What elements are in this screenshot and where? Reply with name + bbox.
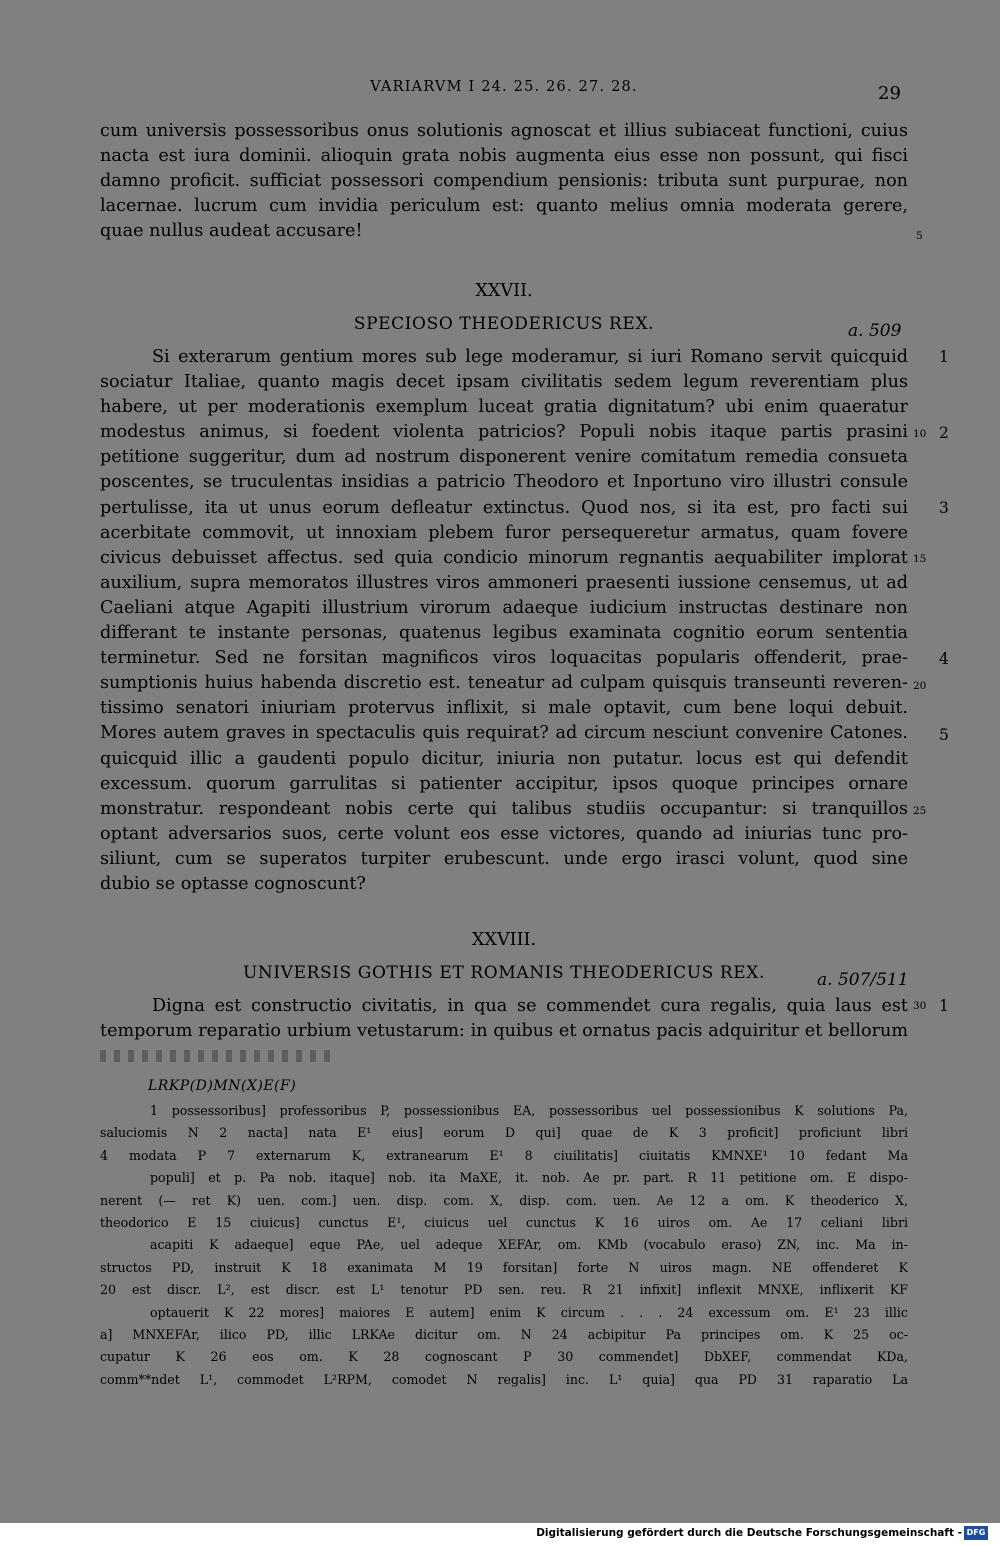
text-line: poscentes, se truculentas insidias a patricio Theodoro et Inportuno viro illustri consule xyxy=(100,472,908,493)
text-line: quae nullus audeat accusare! xyxy=(100,221,363,242)
critical-apparatus xyxy=(100,1100,908,1391)
apparatus-line: saluciomis N 2 nacta] nata E¹ eius] eorum D qui] quae de K 3 proficit] proficiunt libri xyxy=(100,1125,908,1141)
text-line: civicus debuisset affectus. sed quia condicio minorum regnantis aequabiliter implorat xyxy=(100,547,908,568)
apparatus-line: optauerit K 22 mores] maiores E autem] enim K circum . . . 24 excessum om. E¹ 23 illic xyxy=(150,1304,908,1320)
apparatus-line: populi] et p. Pa nob. itaque] nob. ita MaXE, it. nob. Ae pr. part. R 11 petitione om. E dispo- xyxy=(150,1170,908,1186)
dfg-credit-text: Digitalisierung gefördert durch die Deutsche Forschungsgemeinschaft - xyxy=(536,1527,962,1539)
line-number: 5 xyxy=(916,230,923,242)
text-line: sociatur Italiae, quanto magis decet ipsam civilitatis sedem legum reverentiam plus xyxy=(100,372,908,393)
text-line: excessum. quorum garrulitas si patienter accipitur, ipsos quoque principes ornare xyxy=(100,773,908,794)
text-line: tissimo senatori iniuriam protervus inflixit, si male optavit, cum bene loqui debuit. xyxy=(100,698,908,719)
text-line: dubio se optasse cognoscunt? xyxy=(100,873,366,894)
line-number: 15 xyxy=(913,553,927,565)
text-line: petitione suggeritur, dum ad nostrum disponerent venire comitatum remedia consueta xyxy=(100,447,908,468)
apparatus-line: a] MNXEFAr, ilico PD, illic LRKAe dicitur om. N 24 acbipitur Pa principes om. K 25 oc- xyxy=(100,1326,908,1342)
text-line: temporum reparatio urbium vetustarum: in quibus et ornatus pacis adquiritur et bellorum xyxy=(100,1021,908,1042)
apparatus-line: 20 est discr. L², est discr. est L¹ tenotur PD sen. reu. R 21 infixit] inflexit MNXE, inflixerit KF xyxy=(100,1282,908,1298)
apparatus-line: nerent (— ret K) uen. com.] uen. disp. com. X, disp. com. uen. Ae 12 a om. K theoderico X, xyxy=(100,1192,908,1208)
text-line: damno proficit. sufficiat possessori compendium pensionis: tributa sunt purpurae, non xyxy=(100,171,908,192)
text-line: monstratur. respondeant nobis certe qui talibus studiis occupantur: si tranquillos xyxy=(100,798,908,819)
paragraph-number: 3 xyxy=(939,499,949,517)
line-number: 10 xyxy=(913,428,927,440)
letter-heading: UNIVERSIS GOTHIS ET ROMANIS THEODERICUS REX. xyxy=(242,963,766,983)
text-line: optant adversarios suos, certe volunt eos esse victores, quando ad iniurias tunc pro- xyxy=(100,823,908,844)
cut-off-text-line xyxy=(100,1050,330,1062)
page-number: 29 xyxy=(878,83,901,104)
text-line: Caeliani atque Agapiti illustrium virorum adaeque iudicium instructas destinare non xyxy=(100,597,908,618)
letter-text xyxy=(100,345,908,897)
apparatus-line: 4 modata P 7 externarum K, extranearum E¹ 8 ciuilitatis] ciuitatis KMNXE¹ 10 fedant Ma xyxy=(100,1147,908,1163)
apparatus-line: structos PD, instruit K 18 exanimata M 19 forsitan] forte N uiros magn. NE offenderet K xyxy=(100,1259,908,1275)
paragraph-number: 1 xyxy=(939,348,949,366)
letter-heading: SPECIOSO THEODERICUS REX. xyxy=(353,314,655,334)
continuation-text xyxy=(100,119,908,244)
text-line: Mores autem graves in spectaculis quis requirat? ad circum nesciunt convenire Catones. xyxy=(100,723,908,744)
letter-number: XXVII. xyxy=(475,281,533,301)
paragraph-number: 4 xyxy=(939,650,949,668)
paragraph-number: 5 xyxy=(939,726,949,744)
line-number: 20 xyxy=(913,680,927,692)
dfg-logo-icon[interactable]: DFG xyxy=(964,1526,988,1540)
running-title: VARIARVM I 24. 25. 26. 27. 28. xyxy=(370,79,638,95)
text-line: quicquid illic a gaudenti populo dicitur, iniuria non putatur. locus est qui defendit xyxy=(100,748,908,769)
line-number: 30 xyxy=(913,1000,927,1012)
text-line: sumptionis huius habenda discretio est. teneatur ad culpam quisquis transeunti reveren- xyxy=(100,673,908,694)
text-line: nacta est iura dominii. alioquin grata nobis augmenta eius esse non possunt, qui fisci xyxy=(100,146,908,167)
apparatus-line: theodorico E 15 ciuicus] cunctus E¹, ciuicus uel cunctus K 16 uiros om. Ae 17 celiani libri xyxy=(100,1214,908,1230)
text-line: modestus animus, si foedent violenta patricios? Populi nobis itaque partis prasini xyxy=(100,422,908,443)
letter-date: a. 507/511 xyxy=(817,970,909,990)
manuscript-sigla: LRKP(D)MN(X)E(F) xyxy=(148,1078,297,1094)
apparatus-line: acapiti K adaeque] eque PAe, uel adeque XEFAr, om. KMb (vocabulo eraso) ZN, inc. Ma in- xyxy=(150,1237,908,1253)
paragraph-number: 1 xyxy=(939,997,949,1015)
text-line: terminetur. Sed ne forsitan magnificos viros loquacitas popularis offenderit, prae- xyxy=(100,648,908,669)
text-line: siliunt, cum se superatos turpiter erubescunt. unde ergo irasci volunt, quod sine xyxy=(100,848,908,869)
paragraph-number: 2 xyxy=(939,424,949,442)
text-line: acerbitate commovit, ut innoxiam plebem furor persequeretur armatus, quam fovere xyxy=(100,522,908,543)
text-line: differant te instante personas, quatenus legibus examinata cognitio eorum sententia xyxy=(100,623,908,644)
letter-text xyxy=(100,994,908,1044)
text-line: habere, ut per moderationis exemplum luceat gratia dignitatum? ubi enim quaeratur xyxy=(100,397,908,418)
line-number: 25 xyxy=(913,805,927,817)
text-line: pertulisse, ita ut unus eorum defleatur extinctus. Quod nos, si ita est, pro facti sui xyxy=(100,497,908,518)
letter-number: XXVIII. xyxy=(471,930,537,950)
text-line: Digna est constructio civitatis, in qua se commendet cura regalis, quia laus est xyxy=(152,996,908,1016)
apparatus-line: cupatur K 26 eos om. K 28 cognoscant P 30 commendet] DbXEF, commendat KDa, xyxy=(100,1349,908,1365)
text-line: Si exterarum gentium mores sub lege moderamur, si iuri Romano servit quicquid xyxy=(152,347,908,367)
letter-date: a. 509 xyxy=(848,321,902,341)
text-line: cum universis possessoribus onus solutionis agnoscat et illius subiaceat functioni, cuius xyxy=(100,121,908,141)
apparatus-line: 1 possessoribus] professoribus P, possessionibus EA, possessoribus uel possessionibus K solutions Pa, xyxy=(150,1103,908,1118)
text-line: auxilium, supra memoratos illustres viros ammoneri praesenti iussione censemus, ut ad xyxy=(100,572,908,593)
apparatus-line: comm**ndet L¹, commodet L²RPM, comodet N regalis] inc. L¹ quia] qua PD 31 raparatio La xyxy=(100,1371,908,1387)
text-line: lacernae. lucrum cum invidia periculum est: quanto melius omnia moderata gerere, xyxy=(100,196,908,217)
